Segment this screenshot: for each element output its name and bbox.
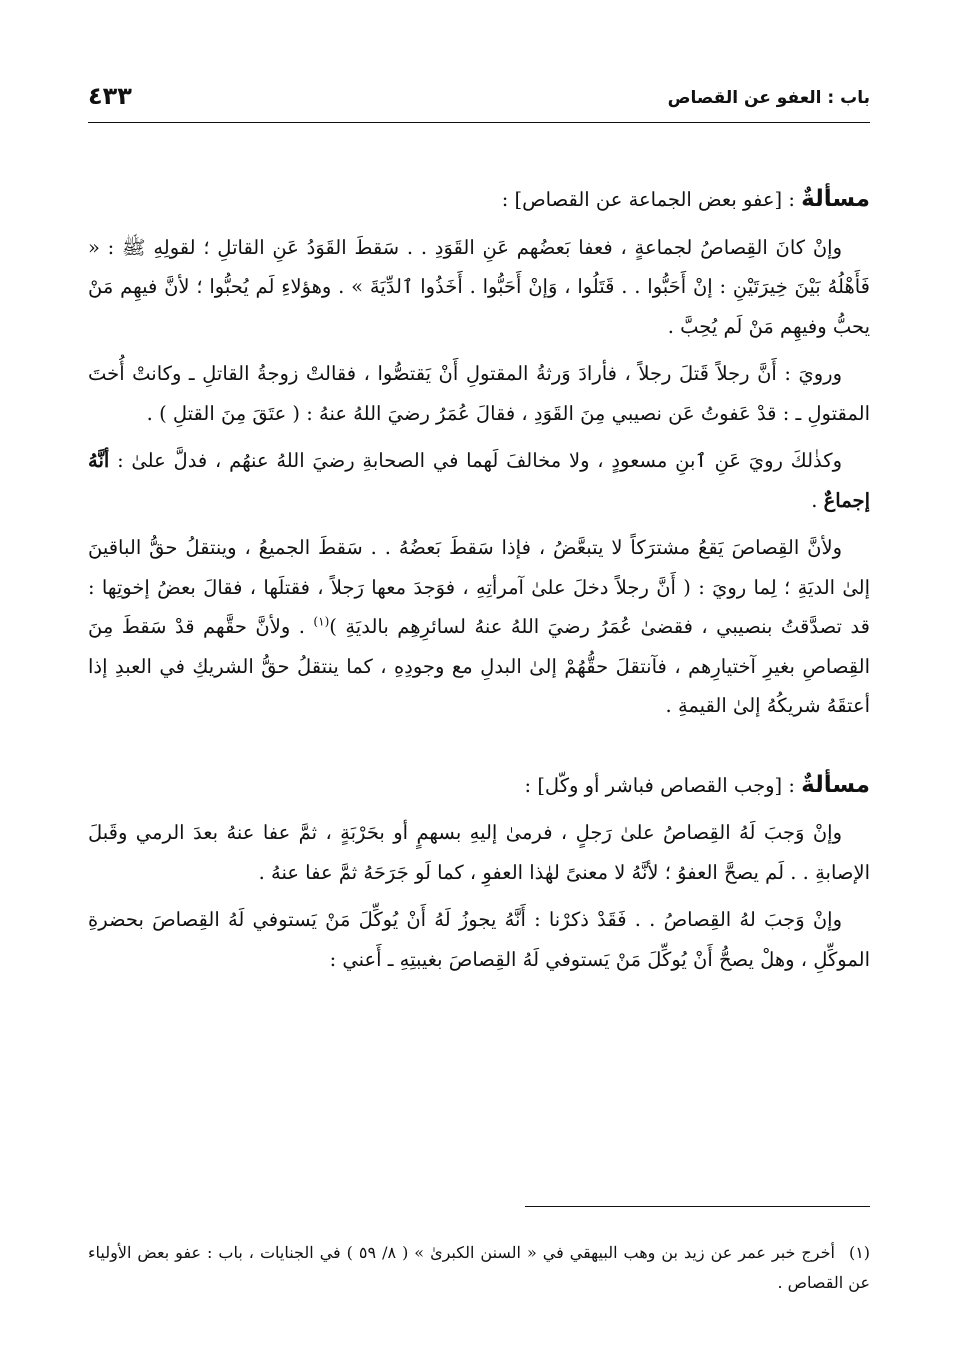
chapter-title: باب : العفو عن القصاص (667, 88, 870, 108)
masala-label: مسألةٌ (801, 186, 870, 212)
footnote-divider (525, 1206, 870, 1207)
paragraph-text: . (811, 488, 824, 512)
paragraph-text: وكذٰلكَ رويَ عَنِ ٱبنِ مسعودٍ ، ولا مخالفَ لَهما في الصحابةِ رضيَ اللهُ عنهُم ، فدلَّ علىٰ : (109, 449, 842, 472)
footnote-number: (١) (848, 1243, 871, 1262)
masala-label: مسألةٌ (801, 771, 870, 798)
heading-separator: : (782, 773, 802, 797)
paragraph-text: ولأنَّ القِصاصَ يَقعُ مشترَكاً لا يتبعَّضُ ، فإذا سَقطَ بَعضُهُ . . سَقطَ الجميعُ ، وينتقلُ حقُّ الباقينَ إلىٰ الديَةِ ؛ لِما رويَ : ( أَنَّ رجلاً دخلَ علىٰ آمرأتِهِ ، فوَجدَ معها رَجلاً ، فقتلَها ، فقالَ بعضُ إخوتِها : قد تصدَّقتُ بنصيبي ، فقضىٰ عُمَرُ رضيَ اللهُ عنهُ لسائرِهِم بالديَةِ ) (88, 536, 870, 638)
emphasized-text: أنَّهُ إجماعٌ (88, 449, 870, 512)
footnote-text: أخرج خبر عمر عن زيد بن وهب البيهقي في « السنن الكبرىٰ » ( ٨/ ٥٩ ) في الجنايات ، باب : عفو بعض الأولياء عن القصاص . (88, 1243, 870, 1292)
footnote (88, 1238, 870, 1298)
paragraph-text: . ولأنَّ حقَّهم قدْ سَقطَ مِنَ القِصاصِ بغيرِ آختيارِهم ، فآنتقلَ حقُّهُمْ إلىٰ البدلِ مع وجودِهِ ، كما ينتقلُ حقُّ الشريكِ في العبدِ إذا أعتقَهُ شريكُهُ إلىٰ القيمةِ . (88, 615, 870, 717)
paragraph: وإنْ كانَ القِصاصُ لجماعةٍ ، فعفا بَعضُهم عَنِ القَوَدِ . . سَقطَ القَوَدُ عَنِ القاتلِ ؛ لقولِهِ ﷺ : « فَأَهْلُهُ بَيْنَ خِيرَتَيْنِ : إنْ أَحَبُّوا . . قَتَلُوا ، وَإنْ أَحَبُّوا . أَخَذُوا ٱلدِّيَةَ » . وهؤلاءِ لَم يُحبُّوا ؛ لأنَّ فيهِم مَنْ يحبُّ وفيهِم مَنْ لَم يُحِبَّ . (88, 235, 870, 338)
section-heading-1 (88, 180, 870, 220)
section-title: [عفو بعض الجماعة عن القصاص] : (501, 188, 783, 211)
heading-separator: : (782, 188, 802, 211)
section-heading-2 (88, 766, 870, 806)
main-text (88, 180, 870, 987)
paragraph (88, 441, 870, 520)
paragraph: وإنْ وَجبَ لَهُ القِصاصُ علىٰ رَجلٍ ، فرمىٰ إليهِ بسهمٍ أو بحَرْبَةٍ ، ثمَّ عفا عنهُ بعدَ الرمي وقَبلَ الإصابةِ . . لَم يصحَّ العفوُ ؛ لأنَّهُ لا معنىً لهٰذا العفوِ ، كما لَو جَرَحَهُ ثمَّ عفا عنهُ . (88, 821, 870, 884)
page-number: ٤٣٣ (88, 82, 132, 110)
section-title: [وجب القصاص فباشر أو وكّل] : (524, 773, 783, 797)
running-header (88, 82, 870, 123)
paragraph (88, 528, 870, 726)
paragraph: ورويَ : أَنَّ رجلاً قَتلَ رجلاً ، فأرادَ وَرثةُ المقتولِ أَنْ يَقتصُّوا ، فقالتْ زوجةُ القاتلِ ـ وكانتْ أُختَ المقتولِ ـ : قدْ عَفوتُ عَن نصيبي مِنَ القَوَدِ ، فقالَ عُمَرُ رضيَ اللهُ عنهُ : ( عتَقَ مِنَ القتلِ ) . (88, 362, 870, 425)
footnote-reference[interactable]: (١) (313, 614, 330, 629)
paragraph: وإنْ وَجبَ لهُ القِصاصُ . . فَقَدْ ذكرْنا : أَنَّهُ يجوزُ لَهُ أَنْ يُوكِّلَ مَنْ يَستوفي لَهُ القِصاصَ بحضرةِ الموكِّلِ ، وهلْ يصحُّ أَنْ يُوكِّلَ مَنْ يَستوفي لَهُ القِصاصَ بغيبتِهِ ـ أَعني : (88, 908, 870, 971)
